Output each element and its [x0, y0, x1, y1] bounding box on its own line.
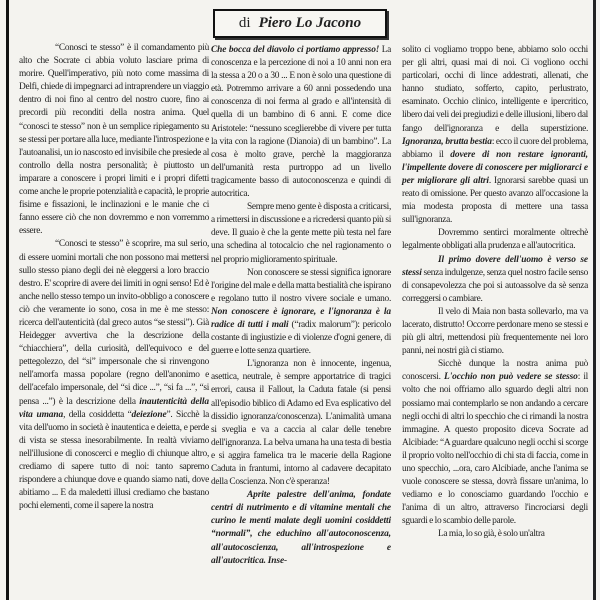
emphasized-text: Che bocca del diavolo ci portiamo appresso!	[211, 45, 380, 55]
paragraph	[402, 254, 588, 306]
paragraph	[19, 238, 209, 513]
body-text: Sicchè dunque la nostra anima può conoscersi.	[402, 359, 588, 383]
page-border-left	[6, 0, 9, 600]
body-text: ”. Sicchè la vita dell'uomo in società è inautentica e deietta, e perde di vista se stessa inesorabilmente. In realtà viviamo nell'illusione di conoscerci e meglio di chiunque altro, crediamo di sapere tutto di noi: tanto sapremo rispondere a chiunque dove e quando siamo nati, dove abitiamo ... E da maledetti illusi crediamo che bastano pochi elementi, come il sapere la nostra	[19, 409, 209, 512]
paragraph	[402, 528, 588, 541]
body-text: (“radix malorum”): pericolo costante di ingiustizie e di violenze d'ogni genere, di guerre e lotte senza quartiere.	[211, 319, 391, 357]
body-text: senza indulgenze, senza quel nostro facile senso di consapevolezza che poi si autoassolve da sè senza correggersi o cambiare.	[402, 267, 588, 304]
emphasized-text: deiezione	[131, 409, 167, 420]
paragraph	[402, 227, 588, 253]
text-column-2	[211, 44, 391, 568]
page-border-right	[593, 0, 596, 600]
paragraph	[402, 358, 588, 528]
text-column-1	[19, 42, 209, 513]
emphasized-text: Ignoranza, brutta bestia	[402, 136, 492, 147]
emphasized-text: L'occhio non può vedere se stesso	[443, 372, 578, 383]
paragraph	[402, 306, 588, 358]
emphasized-text: dovere di non restare ignoranti, l'impellente dovere di conoscere per migliorarci e per migliorare gli altri	[402, 149, 588, 186]
body-text: Non conoscere se stessi significa ignorare l'origine del male e della matta bestialità che ispirano e regolano tutto il nostro vivere sociale e umano.	[211, 267, 391, 304]
paragraph	[19, 42, 209, 238]
emphasized-text: Non conoscere è ignorare, e l'ignoranza è la radice di tutti i mali	[211, 306, 391, 330]
body-text: Sempre meno gente è disposta a criticarsi, a rimettersi in discussione e a ricredersi quanto più si deve. Il guaio è che la gente mette più testa nel fare una schedina al totocalcio che nel ragionamento o nel proprio miglioramento spirituale.	[211, 202, 391, 265]
paragraph	[211, 267, 391, 359]
paragraph	[211, 489, 391, 568]
body-text: : ecco il cuore del problema, abbiamo il	[402, 136, 589, 160]
paragraph	[211, 201, 391, 266]
emphasized-text: Il primo dovere dell'uomo è verso se stessi	[402, 254, 588, 278]
byline-prefix: di	[238, 15, 251, 31]
body-text: La conoscenza e la percezione di noi a 10 anni non era la stessa a 20 o a 30 ... E non è solo una questione di età. Potremmo arrivare a 60 anni possedendo una conoscenza di noi ferma al grado e all'intensità di quella di un bambino di 6 anni. E come dice Aristotele: “nessuno sceglierebbe di vivere per tutta la vita con la ragione (Dianoia) di un bambino”. La cosa è molto grave, perchè la maggioranza dell'umanità resta purtroppo ad un livello tragicamente basso di autoconoscenza e quindi di autocritica.	[211, 45, 391, 200]
body-text: L'ignoranza non è innocente, ingenua, asettica, neutrale, è sempre apportatrice di tragici errori, causa il Fallout, la Caduta fatale (si pensi all'episodio biblico di Adamo ed Eva esplicativo del dissidio ignoranza/conoscenza). L'animalità umana si sveglia e va a caccia al calar delle tenebre dell'ignoranza. La belva umana ha una testa di bestia e si aggira famelica tra le macerie della Ragione Caduta in frantumi, intorno al cadavere decapitato della Coscienza. Non c'è speranza!	[211, 359, 391, 488]
paragraph	[211, 358, 391, 489]
body-text: . Ignorarsi sarebbe quasi un reato di omissione. Per questo avanzo all'occasione la mia modesta proposta di mettere una tassa sull'ignoranza.	[402, 175, 588, 226]
emphasized-text: inautenticità della vita umana	[19, 396, 209, 420]
author-name: Piero Lo Jacono	[258, 15, 362, 31]
body-text: , della cosiddetta “	[63, 409, 132, 420]
body-text: La mia, lo so già, è solo un'altra	[438, 529, 545, 540]
paragraph	[402, 44, 588, 227]
body-text: Il velo di Maia non basta sollevarlo, ma va lacerato, distrutto! Occorre perdonare meno se stessi e più gli altri, mettendosi più frequentemente nei loro panni, nei nostri già ci stiamo.	[402, 306, 588, 357]
author-byline-box	[213, 9, 387, 38]
paragraph	[211, 44, 391, 201]
emphasized-text: Aprite palestre dell'anima, fondate centri di nutrimento e di vitamine mentali che curino le menti malate degli uomini cosiddetti “normali”, che educhino all'autoconoscenza, all'autocoscienza, all'introspezione e all'autocritica. Inse-	[211, 490, 391, 566]
body-text: : il volto che noi offriamo allo sguardo degli altri non possiamo mai contemplarlo se non andando a cercare negli occhi di altri lo specchio che ci rimandi la nostra immagine. A questo proposito diceva Socrate ad Alcibiade: “A guardare qualcuno negli occhi si scorge il proprio volto nell'occhio di chi sta di faccia, come in uno specchio, ...ora, caro Alcibiade, anche l'anima se vuole conoscere se stessa, dovrà fissare un'anima, lo vediamo e lo conosciamo guardando l'occhio e l'anima di un altro, attraverso l'incrociarsi degli sguardi e lo scambio delle parole.	[402, 372, 588, 527]
text-column-3	[402, 44, 588, 542]
body-text: solito ci vogliamo troppo bene, abbiamo solo occhi per gli altri, quasi mai di noi. Ci vogliono occhi particolari, occhi di lince addestrati, allenati, che hanno studiato, sofferto, capito, perlustrato, esaminato. Occhio clinico, intelligente e ipercritico, libero dai veli dei pregiudizi e delle illusioni, libero dal fango dell'ignoranza e della superstizione.	[402, 45, 588, 134]
body-text: “Conosci te stesso” è scoprire, ma sul serio, di essere uomini mortali che non possono mai mettersi sullo stesso piano degli dei nè eleggersi a loro braccio destro. E' scoprire di avere dei limiti in ogni senso! Ed è anche nello stesso tempo un invito-obbligo a conoscere ciò che veramente io sono, cosa in me è me stesso: ricerca dell'autenticità (dal greco autos “se stessi”). Già Heidegger avvertiva che la descrizione della “chiacchiera”, della curiosità, dell'equivoco e del pettegolezzo, del “si” impersonale che si rinvengono nell'amorfa massa popolare (regno dell'anonimo e dell'acefalo impersonale, del “si dice ...”, “si fa ...”, “si pensa ...”) è la descrizione della	[19, 239, 209, 407]
body-text: Dovremmo sentirci moralmente oltrechè legalmente obbligati alla prudenza e all'autocritica.	[402, 228, 588, 252]
body-text: “Conosci te stesso” è il comandamento più alto che Socrate ci abbia voluto lasciare prima di morire. Quell'imperativo, più noto come massima di Delfi, chiede di impegnarci ad intraprendere un viaggio dentro di noi fino al centro del nostro cuore, fino ai precordi più reconditi della nostra anima. Quel “conosci te stesso” non è un semplice ripiegamento su se stessi per portare alla luce, mediante l'introspezione e l'autoanalisi, un io nascosto ed invisibile che presiede al controllo della nostra personalità; è piuttosto un imparare a conoscere i propri limiti e i propri difetti come anche le proprie potenzialità e capacità, le proprie fisime e fissazioni, le inclinazioni e le manie che ci fanno essere ciò che non dovremmo e non vorremmo essere.	[19, 43, 209, 237]
